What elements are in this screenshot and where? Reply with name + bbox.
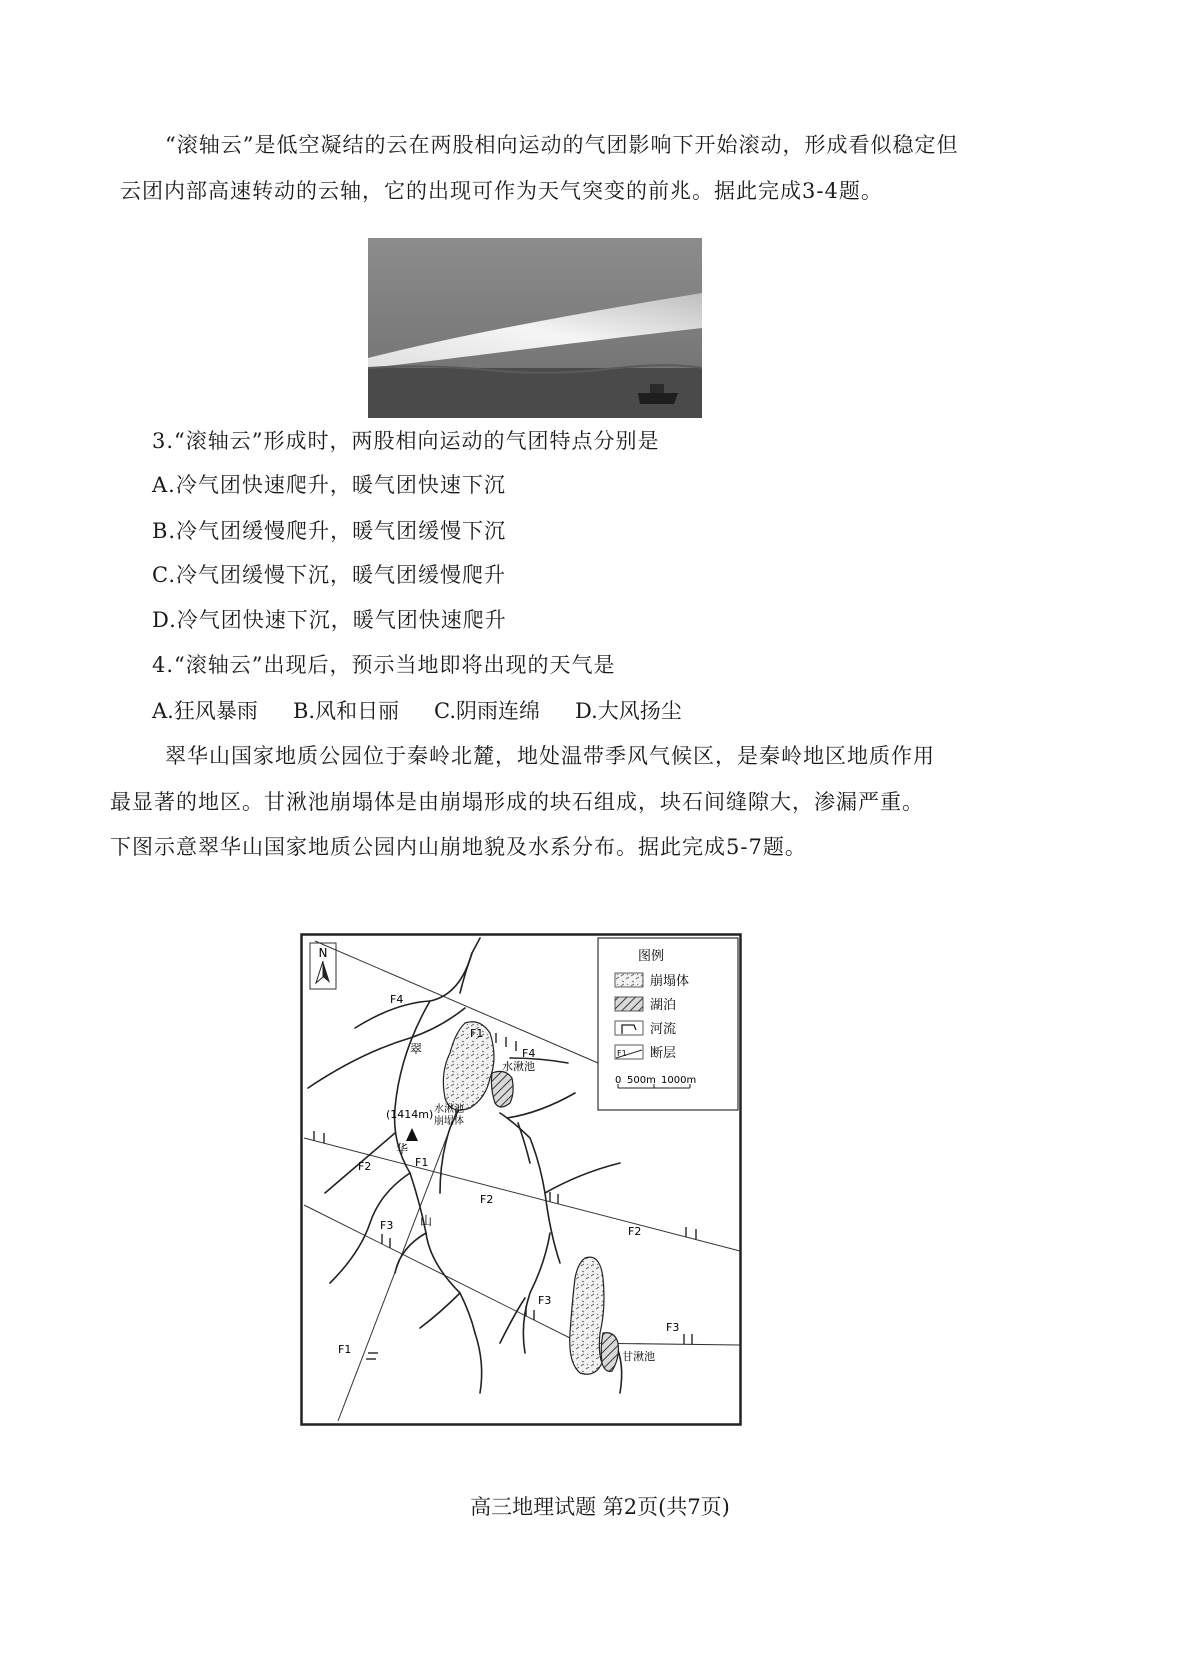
scale-label-1000: 1000m <box>661 1075 697 1086</box>
legend-lake-label: 湖泊 <box>650 998 677 1013</box>
q4-option-a: A.狂风暴雨 <box>152 699 258 723</box>
fault-label: F4 <box>390 993 404 1006</box>
page-footer: 高三地理试题 第2页(共7页) <box>470 1495 730 1519</box>
intro2-line2: 最显著的地区。甘湫池崩塌体是由崩塌形成的块石组成，块石间缝隙大，渗漏严重。 <box>110 790 924 814</box>
shuiqiuchi-collapse-label-line1: 水湫池 <box>434 1104 464 1115</box>
q3-option-c: C.冷气团缓慢下沉，暖气团缓慢爬升 <box>152 563 506 587</box>
scale-label-0: 0 <box>615 1075 622 1086</box>
fault-label: F1 <box>415 1156 429 1169</box>
north-label: N <box>318 946 328 960</box>
mountain-char: 华 <box>396 1142 409 1156</box>
mountain-char: 翠 <box>410 1042 423 1056</box>
intro2-line3: 下图示意翠华山国家地质公园内山崩地貌及水系分布。据此完成5-7题。 <box>110 835 807 859</box>
geologic-map <box>300 933 742 1426</box>
q4-options <box>152 696 682 726</box>
q3-option-b: B.冷气团缓慢爬升，暖气团缓慢下沉 <box>152 519 507 543</box>
q4-option-b: B.风和日丽 <box>293 699 400 723</box>
shuiqiuchi-lake-label: 水湫池 <box>502 1060 535 1073</box>
fault-label: F1 <box>470 1027 484 1040</box>
fault-label: F4 <box>522 1047 536 1060</box>
legend-collapse-label: 崩塌体 <box>650 974 690 989</box>
fault-label: F3 <box>538 1294 552 1307</box>
q3-option-d: D.冷气团快速下沉，暖气团快速爬升 <box>152 608 507 632</box>
legend-fault-symbol: F1 <box>617 1049 627 1058</box>
q4-option-c: C.阴雨连绵 <box>434 699 540 723</box>
legend-collapse-swatch <box>615 973 643 987</box>
north-arrow-icon <box>310 943 336 989</box>
intro1-line1: “滚轴云”是低空凝结的云在两股相向运动的气团影响下开始滚动，形成看似稳定但 <box>165 133 959 157</box>
peak-elevation: (1414m) <box>386 1108 434 1121</box>
legend-title: 图例 <box>638 949 665 964</box>
ganqiuchi-lake-label: 甘湫池 <box>622 1350 655 1363</box>
legend-fault-label: 断层 <box>650 1046 677 1061</box>
roll-cloud-photo <box>368 238 702 418</box>
shuiqiuchi-lake <box>491 1071 513 1107</box>
fault-label: F1 <box>338 1343 352 1356</box>
intro1-line2: 云团内部高速转动的云轴，它的出现可作为天气突变的前兆。据此完成3-4题。 <box>120 179 883 203</box>
fault-label: F3 <box>380 1219 394 1232</box>
fault-label: F2 <box>628 1225 642 1238</box>
scale-label-500: 500m <box>627 1075 656 1086</box>
q3-option-a: A.冷气团快速爬升，暖气团快速下沉 <box>152 473 506 497</box>
shuiqiuchi-collapse-label-line2: 崩塌体 <box>434 1116 464 1127</box>
fault-label: F2 <box>480 1193 494 1206</box>
fault-label: F2 <box>358 1160 372 1173</box>
map-legend <box>598 938 738 1110</box>
mountain-char: 山 <box>420 1214 433 1228</box>
legend-river-label: 河流 <box>650 1022 677 1037</box>
q4-option-d: D.大风扬尘 <box>575 699 682 723</box>
q4-stem: 4.“滚轴云”出现后，预示当地即将出现的天气是 <box>152 653 616 677</box>
intro2-line1: 翠华山国家地质公园位于秦岭北麓，地处温带季风气候区，是秦岭地区地质作用 <box>165 744 935 768</box>
fault-label: F3 <box>666 1321 680 1334</box>
q3-stem: 3.“滚轴云”形成时，两股相向运动的气团特点分别是 <box>152 429 660 453</box>
legend-lake-swatch <box>615 997 643 1011</box>
